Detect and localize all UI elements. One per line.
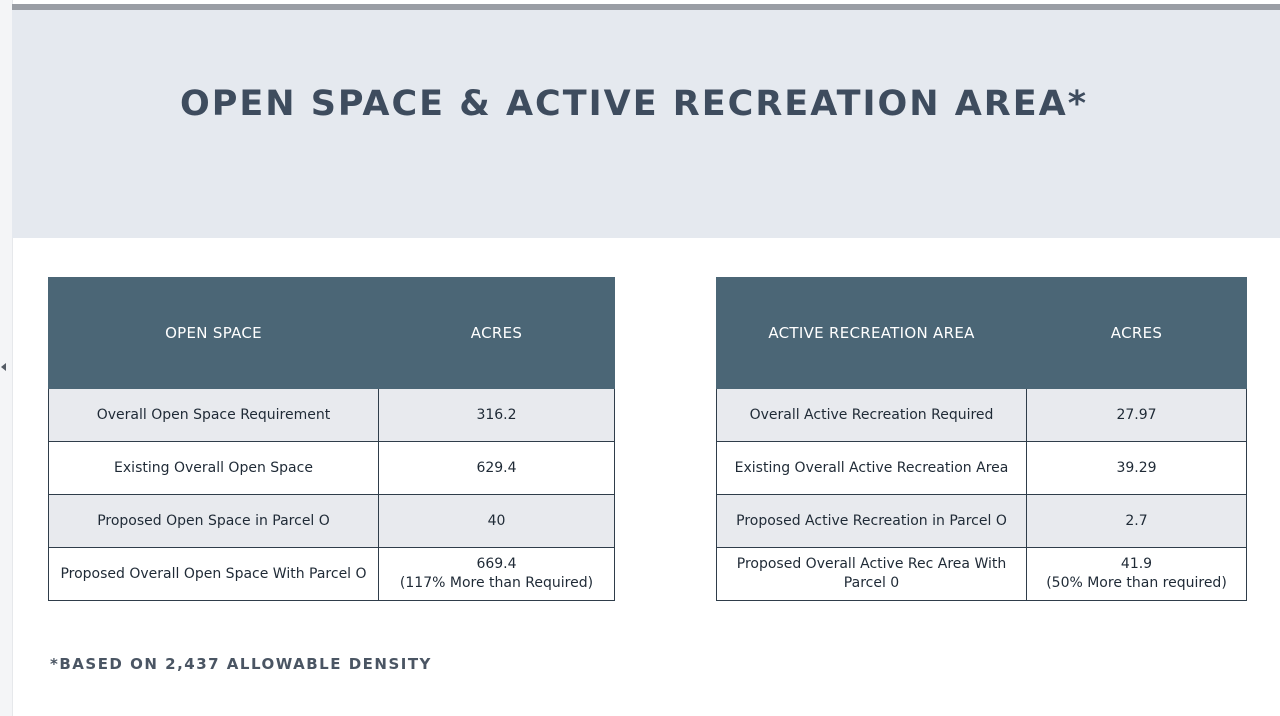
row-label: Overall Open Space Requirement xyxy=(49,389,379,442)
column-header-acres: ACRES xyxy=(379,278,615,389)
row-value: 316.2 xyxy=(379,389,615,442)
row-note: (117% More than Required) xyxy=(399,575,594,591)
table-row xyxy=(49,389,615,442)
header-band xyxy=(12,10,1280,238)
row-note: (50% More than required) xyxy=(1046,575,1227,591)
collapse-arrow-icon[interactable] xyxy=(1,363,6,371)
row-label: Existing Overall Open Space xyxy=(49,442,379,495)
row-value: 629.4 xyxy=(379,442,615,495)
row-value: 41.9 xyxy=(1120,556,1153,572)
row-label: Proposed Overall Open Space With Parcel O xyxy=(49,548,379,601)
column-header-active-recreation-area: ACTIVE RECREATION AREA xyxy=(717,278,1027,389)
row-value-cell xyxy=(379,548,615,601)
open-space-table xyxy=(48,277,615,601)
row-value: 2.7 xyxy=(1027,495,1247,548)
row-label: Proposed Overall Active Rec Area With Parcel 0 xyxy=(717,548,1027,601)
page-title: OPEN SPACE & ACTIVE RECREATION AREA* xyxy=(179,84,1089,124)
row-label: Existing Overall Active Recreation Area xyxy=(717,442,1027,495)
footnote: *BASED ON 2,437 ALLOWABLE DENSITY xyxy=(50,655,432,673)
table-row xyxy=(49,495,615,548)
row-label: Overall Active Recreation Required xyxy=(717,389,1027,442)
table-row xyxy=(717,389,1247,442)
column-header-acres: ACRES xyxy=(1027,278,1247,389)
active-recreation-table xyxy=(716,277,1247,601)
table-row xyxy=(717,442,1247,495)
table-header-row xyxy=(717,278,1247,389)
row-value-cell xyxy=(1027,548,1247,601)
row-value: 39.29 xyxy=(1027,442,1247,495)
table-row xyxy=(717,548,1247,601)
row-label: Proposed Active Recreation in Parcel O xyxy=(717,495,1027,548)
row-value: 40 xyxy=(379,495,615,548)
table-row xyxy=(49,548,615,601)
table-header-row xyxy=(49,278,615,389)
row-value: 27.97 xyxy=(1027,389,1247,442)
column-header-open-space: OPEN SPACE xyxy=(49,278,379,389)
table-row xyxy=(49,442,615,495)
table-row xyxy=(717,495,1247,548)
row-value: 669.4 xyxy=(476,556,517,572)
row-label: Proposed Open Space in Parcel O xyxy=(49,495,379,548)
